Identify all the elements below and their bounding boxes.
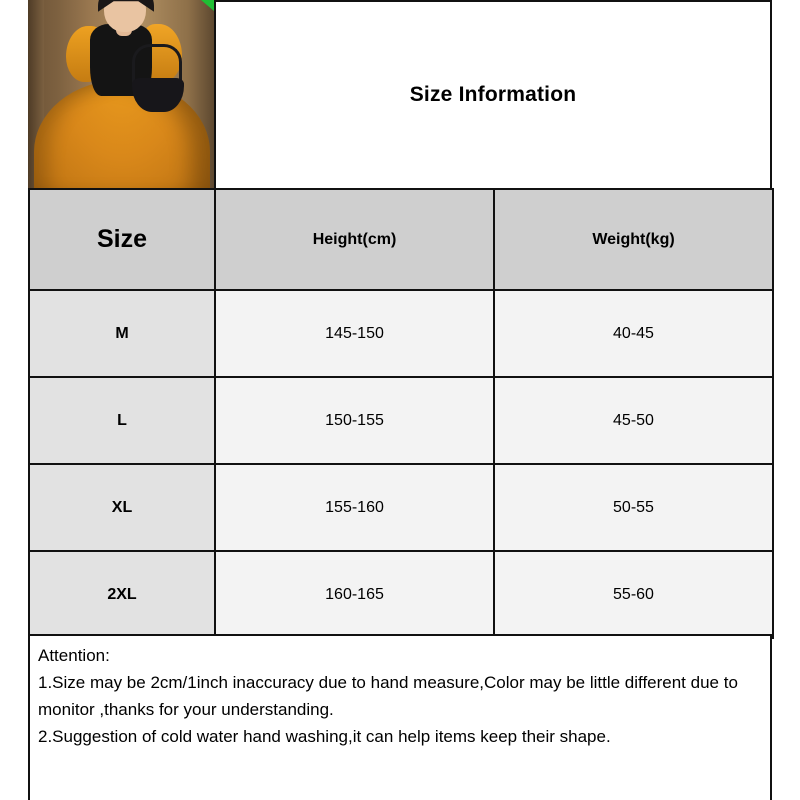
page-title: Size Information <box>409 83 577 106</box>
table-row <box>29 290 773 377</box>
attention-note-1: 1.Size may be 2cm/1inch inaccuracy due to hand measure,Color may be little different due to monitor ,thanks for your understanding. <box>38 673 738 719</box>
attention-heading: Attention: <box>38 646 110 665</box>
cell-height: 160-165 <box>215 551 494 638</box>
cell-weight: 50-55 <box>494 464 773 551</box>
table-row <box>29 551 773 638</box>
cell-weight: 40-45 <box>494 290 773 377</box>
cell-size: XL <box>29 464 215 551</box>
column-header-size: Size <box>29 189 215 290</box>
column-header-weight: Weight(kg) <box>494 189 773 290</box>
attention-note-2: 2.Suggestion of cold water hand washing,it can help items keep their shape. <box>38 727 611 746</box>
cell-size: M <box>29 290 215 377</box>
cell-size: 2XL <box>29 551 215 638</box>
table-header-row <box>29 189 773 290</box>
column-header-height: Height(cm) <box>215 189 494 290</box>
table-row <box>29 377 773 464</box>
attention-box <box>28 634 772 800</box>
cell-size: L <box>29 377 215 464</box>
size-table <box>28 188 774 639</box>
model-wearing-yellow-dress-photo <box>28 0 214 190</box>
table-row <box>29 464 773 551</box>
cell-weight: 55-60 <box>494 551 773 638</box>
size-information-title-cell <box>214 0 772 190</box>
cell-height: 145-150 <box>215 290 494 377</box>
cell-height: 150-155 <box>215 377 494 464</box>
cell-weight: 45-50 <box>494 377 773 464</box>
cell-height: 155-160 <box>215 464 494 551</box>
header-row <box>28 0 772 190</box>
